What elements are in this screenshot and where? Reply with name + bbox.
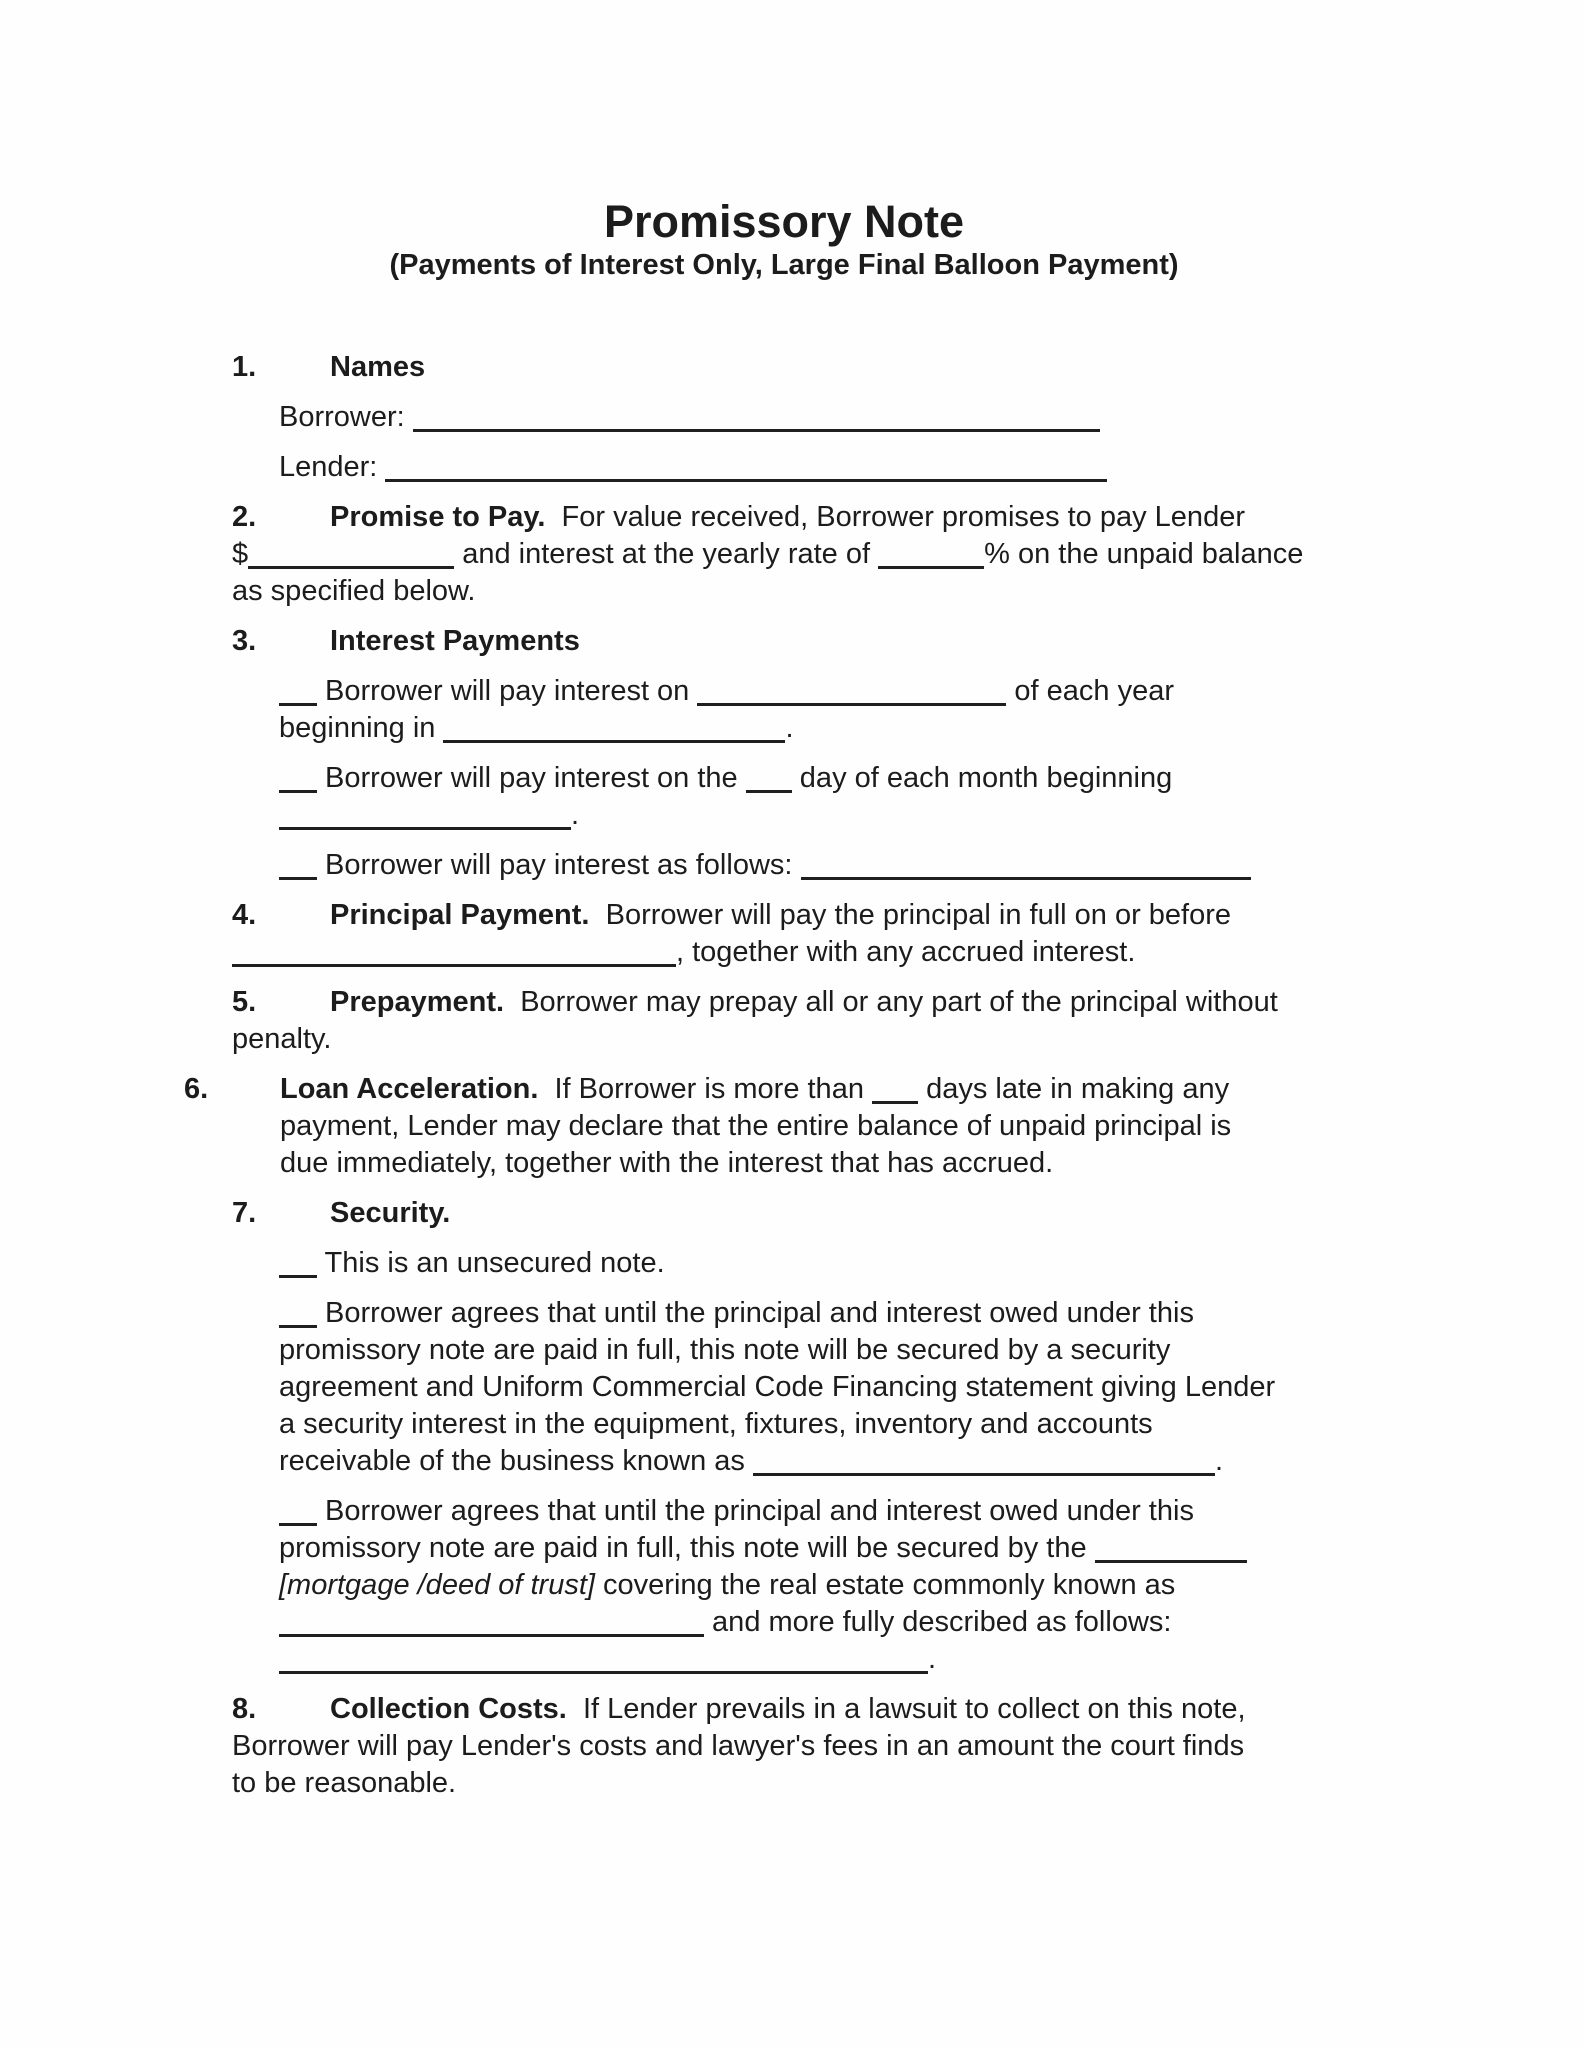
- blank-underline: [443, 740, 785, 743]
- bold-text: Collection Costs.: [330, 1693, 567, 1725]
- italic-text: [mortgage /deed of trust]: [279, 1569, 595, 1601]
- security-unsecured-option-line-1: [279, 1245, 1463, 1282]
- section-1-names-heading: [232, 349, 1463, 386]
- bold-text: Loan Acceleration.: [280, 1073, 539, 1105]
- blank-underline: [872, 1101, 918, 1104]
- text: Borrower will pay interest on the: [317, 762, 746, 794]
- section-2-promise-to-pay-line-2: [232, 536, 1463, 573]
- text: Borrower agrees that until the principal and interest owed under this: [317, 1495, 1194, 1527]
- text: If Borrower is more than: [538, 1073, 873, 1105]
- section-5-prepayment-line-2: [232, 1021, 1463, 1058]
- security-ucc-option-line-5: [279, 1443, 1463, 1480]
- blank-underline: [279, 877, 317, 880]
- section-8-collection-costs-line-3: [232, 1765, 1463, 1802]
- text: , together with any accrued interest.: [676, 936, 1136, 968]
- section-3-interest-payments-heading: [232, 623, 1463, 660]
- bold-text: Security.: [330, 1197, 451, 1229]
- text: to be reasonable.: [232, 1767, 457, 1799]
- document-subtitle: (Payments of Interest Only, Large Final Balloon Payment): [389, 249, 1179, 281]
- text: days late in making any: [918, 1073, 1230, 1105]
- bold-text: Promise to Pay.: [330, 501, 546, 533]
- text: .: [571, 799, 580, 831]
- text: covering the real estate commonly known as: [594, 1569, 1176, 1601]
- text: Borrower will pay Lender's costs and lawyer's fees in an amount the court finds: [232, 1730, 1245, 1762]
- blank-underline: [385, 479, 1107, 482]
- lender-name-line: [232, 449, 1463, 486]
- text: a security interest in the equipment, fixtures, inventory and accounts: [279, 1408, 1153, 1440]
- section-6-loan-acceleration-line-3: [280, 1145, 1463, 1182]
- section-7-security-heading-line-1: [232, 1195, 1463, 1232]
- security-ucc-option: [232, 1295, 1463, 1480]
- blank-underline: [753, 1473, 1215, 1476]
- security-mortgage-option-line-2: [279, 1530, 1463, 1567]
- interest-as-follows-option-line-1: [279, 847, 1463, 884]
- text: If Lender prevails in a lawsuit to collect on this note,: [566, 1693, 1246, 1725]
- text: .: [1214, 1445, 1224, 1477]
- section-number: 2.: [232, 501, 257, 533]
- section-number: 7.: [232, 1197, 257, 1229]
- security-mortgage-option-line-5: [279, 1641, 1463, 1678]
- security-ucc-option-line-1: [279, 1295, 1463, 1332]
- text: and interest at the yearly rate of: [454, 538, 879, 570]
- section-4-principal-payment-line-1: [232, 897, 1463, 934]
- section-6-loan-acceleration: [184, 1071, 1463, 1182]
- bold-text: Names: [330, 351, 426, 383]
- text: penalty.: [232, 1023, 332, 1055]
- section-8-collection-costs: [232, 1691, 1463, 1802]
- text: Borrower may prepay all or any part of the principal without: [504, 986, 1278, 1018]
- text: due immediately, together with the interest that has accrued.: [280, 1147, 1054, 1179]
- section-number: 3.: [232, 625, 257, 657]
- text: Borrower will pay the principal in full on or before: [589, 899, 1232, 931]
- section-6-loan-acceleration-line-1: [184, 1071, 1463, 1108]
- text: as specified below.: [232, 575, 476, 607]
- blank-underline: [279, 1523, 317, 1526]
- text: and more fully described as follows:: [704, 1606, 1172, 1638]
- text: payment, Lender may declare that the entire balance of unpaid principal is: [280, 1110, 1232, 1142]
- text: .: [928, 1643, 937, 1675]
- blank-underline: [801, 877, 1251, 880]
- bold-text: Prepayment.: [330, 986, 505, 1018]
- interest-yearly-option-line-2: [279, 710, 1463, 747]
- section-1-names-heading-line-1: [232, 349, 1463, 386]
- text: of each year: [1006, 675, 1175, 707]
- section-7-security-heading: [232, 1195, 1463, 1232]
- blank-underline: [279, 1325, 317, 1328]
- text: $: [232, 538, 249, 570]
- text: .: [785, 712, 794, 744]
- security-ucc-option-line-2: [279, 1332, 1463, 1369]
- text: Lender:: [279, 451, 386, 483]
- blank-underline: [248, 566, 454, 569]
- section-8-collection-costs-line-1: [232, 1691, 1463, 1728]
- text: receivable of the business known as: [279, 1445, 753, 1477]
- interest-yearly-option: [232, 673, 1463, 747]
- text: agreement and Uniform Commercial Code Financing statement giving Lender: [279, 1371, 1276, 1403]
- text: beginning in: [279, 712, 444, 744]
- blank-underline: [279, 827, 571, 830]
- blank-underline: [413, 429, 1100, 432]
- blank-underline: [279, 1634, 704, 1637]
- section-2-promise-to-pay: [232, 499, 1463, 610]
- blank-underline: [1095, 1560, 1247, 1563]
- document-body: [184, 349, 1463, 1802]
- text: This is an unsecured note.: [317, 1247, 665, 1279]
- borrower-name-line: [232, 399, 1463, 436]
- blank-underline: [878, 566, 984, 569]
- interest-monthly-option-line-1: [279, 760, 1463, 797]
- section-8-collection-costs-line-2: [232, 1728, 1463, 1765]
- bold-text: Principal Payment.: [330, 899, 590, 931]
- security-mortgage-option: [232, 1493, 1463, 1678]
- security-mortgage-option-line-3: [279, 1567, 1463, 1604]
- section-6-loan-acceleration-line-2: [280, 1108, 1463, 1145]
- text: promissory note are paid in full, this note will be secured by a security: [279, 1334, 1171, 1366]
- section-5-prepayment: [232, 984, 1463, 1058]
- interest-monthly-option-line-2: [279, 797, 1463, 834]
- section-2-promise-to-pay-line-1: [232, 499, 1463, 536]
- security-mortgage-option-line-1: [279, 1493, 1463, 1530]
- security-mortgage-option-line-4: [279, 1604, 1463, 1641]
- section-4-principal-payment: [232, 897, 1463, 971]
- bold-text: Interest Payments: [330, 625, 580, 657]
- text: For value received, Borrower promises to pay Lender: [545, 501, 1245, 533]
- blank-underline: [279, 790, 317, 793]
- text: promissory note are paid in full, this note will be secured by the: [279, 1532, 1095, 1564]
- section-number: 6.: [184, 1073, 209, 1105]
- text: % on the unpaid balance: [984, 538, 1304, 570]
- section-2-promise-to-pay-line-3: [232, 573, 1463, 610]
- section-number: 1.: [232, 351, 257, 383]
- blank-underline: [279, 1671, 928, 1674]
- text: Borrower:: [279, 401, 413, 433]
- section-number: 4.: [232, 899, 257, 931]
- blank-underline: [746, 790, 792, 793]
- document-title: Promissory Note: [603, 196, 965, 247]
- blank-underline: [279, 1275, 317, 1278]
- interest-as-follows-option: [232, 847, 1463, 884]
- borrower-name-line-line-1: [279, 399, 1463, 436]
- section-4-principal-payment-line-2: [232, 934, 1463, 971]
- section-number: 5.: [232, 986, 257, 1018]
- section-number: 8.: [232, 1693, 257, 1725]
- text: Borrower will pay interest on: [317, 675, 698, 707]
- security-ucc-option-line-4: [279, 1406, 1463, 1443]
- section-5-prepayment-line-1: [232, 984, 1463, 1021]
- blank-underline: [279, 703, 317, 706]
- blank-underline: [697, 703, 1006, 706]
- interest-yearly-option-line-1: [279, 673, 1463, 710]
- text: day of each month beginning: [791, 762, 1173, 794]
- text: Borrower will pay interest as follows:: [317, 849, 801, 881]
- security-unsecured-option: [232, 1245, 1463, 1282]
- interest-monthly-option: [232, 760, 1463, 834]
- lender-name-line-line-1: [279, 449, 1463, 486]
- text: Borrower agrees that until the principal and interest owed under this: [317, 1297, 1194, 1329]
- blank-underline: [232, 964, 676, 967]
- section-3-interest-payments-heading-line-1: [232, 623, 1463, 660]
- security-ucc-option-line-3: [279, 1369, 1463, 1406]
